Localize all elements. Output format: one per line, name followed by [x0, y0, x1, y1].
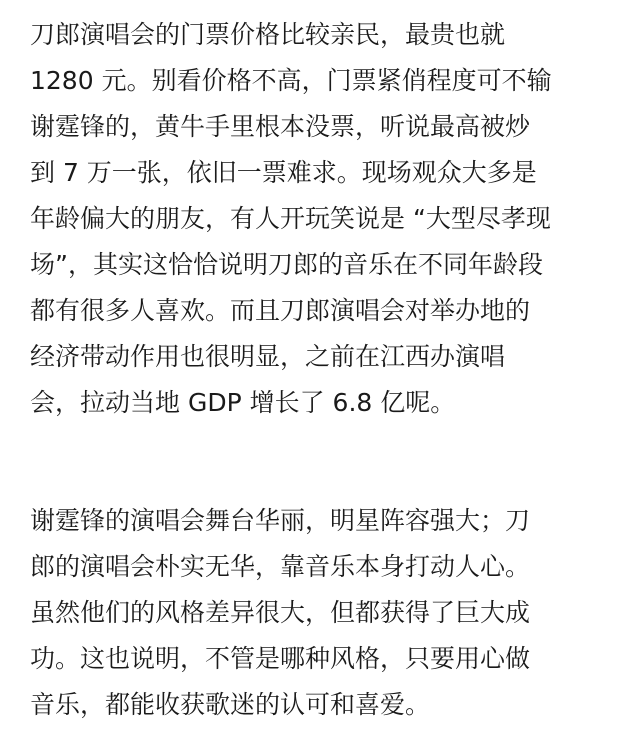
paragraph-line: 会，拉动当地 GDP 增长了 6.8 亿呢。 — [30, 388, 456, 417]
paragraph-line: 郎的演唱会朴实无华，靠音乐本身打动人心。 — [30, 552, 531, 581]
paragraph-line: 功。这也说明，不管是哪种风格，只要用心做 — [30, 644, 531, 673]
paragraph-line: 年龄偏大的朋友，有人开玩笑说是 “大型尽孝现 — [30, 204, 551, 233]
paragraph-line: 都有很多人喜欢。而且刀郎演唱会对举办地的 — [30, 296, 531, 325]
paragraph-1 — [30, 12, 552, 426]
paragraph-line: 音乐，都能收获歌迷的认可和喜爱。 — [30, 690, 431, 719]
paragraph-line: 经济带动作用也很明显，之前在江西办演唱 — [30, 342, 506, 371]
paragraph-line: 刀郎演唱会的门票价格比较亲民，最贵也就 — [30, 20, 506, 49]
paragraph-line: 到 7 万一张，依旧一票难求。现场观众大多是 — [30, 158, 537, 187]
paragraph-line: 谢霆锋的，黄牛手里根本没票，听说最高被炒 — [30, 112, 531, 141]
paragraph-line: 虽然他们的风格差异很大，但都获得了巨大成 — [30, 598, 531, 627]
paragraph-2 — [30, 498, 530, 728]
paragraph-line: 场”，其实这恰恰说明刀郎的音乐在不同年龄段 — [30, 250, 543, 279]
paragraph-line: 谢霆锋的演唱会舞台华丽，明星阵容强大；刀 — [30, 506, 531, 535]
paragraph-line: 1280 元。别看价格不高，门票紧俏程度可不输 — [30, 66, 552, 95]
